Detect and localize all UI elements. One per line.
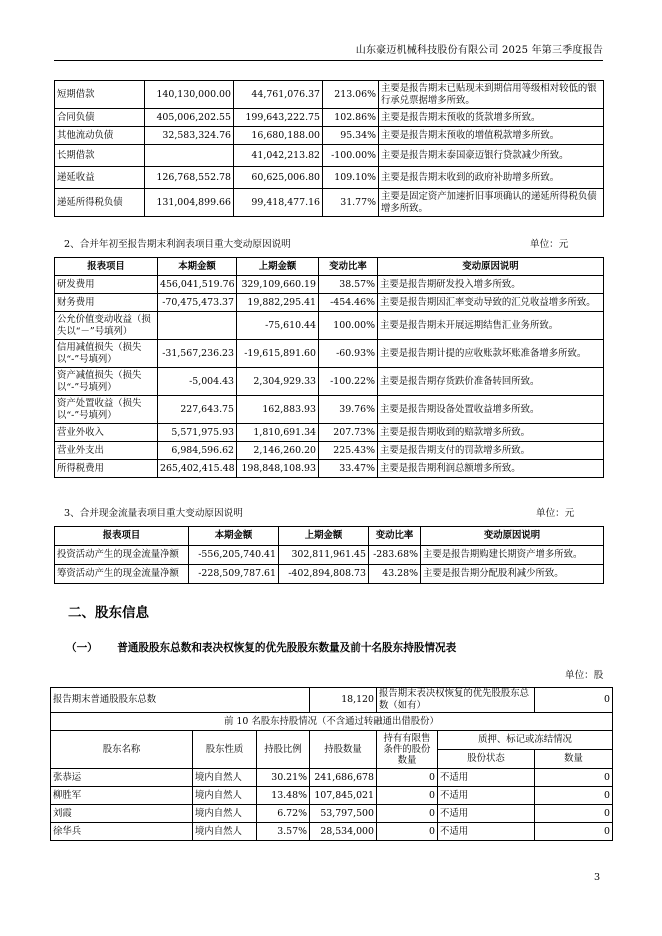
- subsection-title: [66, 641, 456, 655]
- subsection-text: 普通股股东总数和表决权恢复的优先股股东数量及前十名股东持股情况表: [117, 642, 457, 654]
- table-row: 短期借款 140,130,000.00 44,761,076.37 213.06% 主要是报告期末已贴现未到期信用等级相对较低的银行承兑票据增多所致。: [55, 81, 604, 109]
- header-title: 山东豪迈机械科技股份有限公司 2025 年第三季度报告: [355, 45, 603, 56]
- table-row: 资产处置收益（损失以“-”号填列） 227,643.75 162,883.93 39.76% 主要是报告期设备处置收益增多所致。: [55, 396, 604, 424]
- preferred-holders-label: 报告期末表决权恢复的优先股股东总数（如有）: [377, 688, 535, 713]
- table-row: 研发费用 456,041,519.76 329,109,660.19 38.57% 主要是报告期研发投入增多所致。: [55, 276, 604, 294]
- table-row: 营业外收入 5,571,975.93 1,810,691.34 207.73% 主要是报告期收到的赔款增多所致。: [55, 424, 604, 442]
- table-row: 所得税费用 265,402,415.48 198,848,108.93 33.47% 主要是报告期利润总额增多所致。: [55, 460, 604, 478]
- unit-label: 单位：股: [565, 670, 604, 681]
- table-header-row: 报表项目 本期金额 上期金额 变动比率 变动原因说明: [55, 527, 604, 546]
- top10-title: 前 10 名股东持股情况（不含通过转融通出借股份）: [51, 713, 613, 731]
- table-row: 长期借款 41,042,213.82 -100.00% 主要是报告期末泰国豪迈银行贷款减少所致。: [55, 145, 604, 167]
- table-row: 筹资活动产生的现金流量净额 -228,509,787.61 -402,894,808.73 43.28% 主要是报告期分配股利减少所致。: [55, 565, 604, 584]
- table-row: 其他流动负债 32,583,324.76 16,680,188.00 95.34% 主要是报告期末预收的增值税款增多所致。: [55, 127, 604, 145]
- unit-label: 单位：元: [530, 239, 569, 250]
- table-row: 柳胜军 境内自然人 13.48% 107,845,021 0 不适用 0: [51, 787, 613, 805]
- table-row: 张恭运 境内自然人 30.21% 241,686,678 0 不适用 0: [51, 769, 613, 787]
- cash-flow-caption: 3、合并现金流量表项目重大变动原因说明: [64, 508, 243, 519]
- cash-flow-changes-table: [54, 526, 604, 584]
- preferred-holders-value: 0: [535, 688, 613, 713]
- table-row: [51, 688, 613, 713]
- total-holders-label: 报告期末普通股股东总数: [51, 688, 310, 713]
- table-row: 营业外支出 6,984,596.62 2,146,260.20 225.43% 主要是报告期支付的罚款增多所致。: [55, 442, 604, 460]
- table-row: 刘霞 境内自然人 6.72% 53,797,500 0 不适用 0: [51, 805, 613, 823]
- table-row: 递延所得税负债 131,004,899.66 99,418,477.16 31.77% 主要是固定资产加速折旧事项确认的递延所得税负债增多所致。: [55, 189, 604, 217]
- table-row: 递延收益 126,768,552.78 60,625,006.80 109.10% 主要是报告期末收到的政府补助增多所致。: [55, 167, 604, 189]
- unit-label: 单位：元: [536, 508, 575, 519]
- table-header-row: 股份状态 数量: [51, 750, 613, 769]
- table-row: [51, 713, 613, 731]
- balance-sheet-changes-table: [54, 80, 604, 217]
- table-header-row: 报表项目 本期金额 上期金额 变动比率 变动原因说明: [55, 258, 604, 276]
- section-title: 二、股东信息: [68, 605, 149, 621]
- table-row: 公允价值变动收益（损失以“－”号填列） -75,610.44 100.00% 主要是报告期未开展远期结售汇业务所致。: [55, 312, 604, 340]
- shareholders-table: [50, 687, 613, 841]
- table-row: 合同负债 405,006,202.55 199,643,222.75 102.86% 主要是报告期末预收的货款增多所致。: [55, 109, 604, 127]
- page-number: 3: [594, 872, 601, 883]
- table-header-row: 股东名称 股东性质 持股比例 持股数量 持有有限售条件的股份数量 质押、标记或冻结情况: [51, 731, 613, 750]
- total-holders-value: 18,120: [310, 688, 377, 713]
- table-row: 资产减值损失（损失以“-”号填列） -5,004.43 2,304,929.33 -100.22% 主要是报告期存货跌价准备转回所致。: [55, 368, 604, 396]
- income-statement-changes-table: [54, 257, 604, 478]
- page-header: [0, 44, 662, 62]
- table-row: 信用减值损失（损失以“-”号填列） -31,567,236.23 -19,615,891.60 -60.93% 主要是报告期计提的应收账款坏账准备增多所致。: [55, 340, 604, 368]
- table-row: 投资活动产生的现金流量净额 -556,205,740.41 302,811,961.45 -283.68% 主要是报告期购建长期资产增多所致。: [55, 546, 604, 565]
- table-row: 徐华兵 境内自然人 3.57% 28,534,000 0 不适用 0: [51, 823, 613, 841]
- header-rule: [54, 60, 603, 61]
- subsection-number: （一）: [66, 642, 98, 654]
- income-statement-caption: 2、合并年初至报告期末利润表项目重大变动原因说明: [64, 239, 291, 250]
- table-row: 财务费用 -70,475,473.37 19,882,295.41 -454.46% 主要是报告期因汇率变动导致的汇兑收益增多所致。: [55, 294, 604, 312]
